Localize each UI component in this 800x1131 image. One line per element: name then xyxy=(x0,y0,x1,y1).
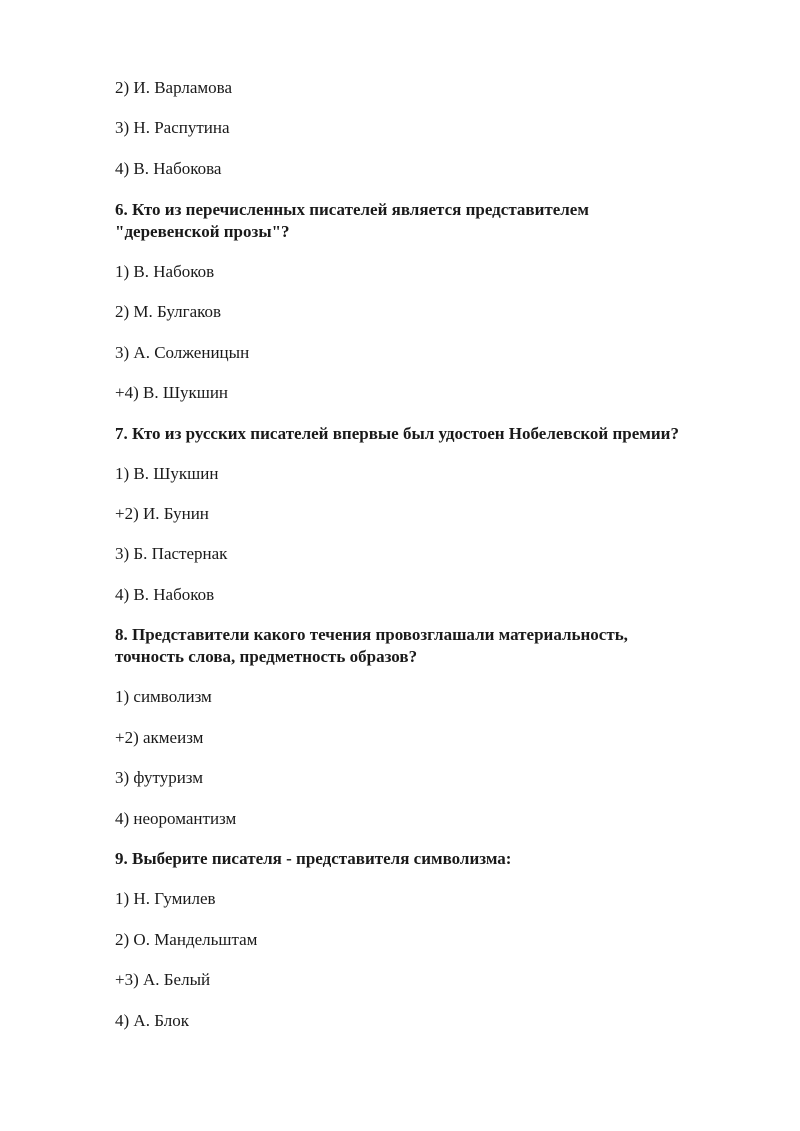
answer-option: 2) И. Варламова xyxy=(115,78,232,97)
answer-option: 2) О. Мандельштам xyxy=(115,930,258,949)
question-6-line-1: 6. Кто из перечисленных писателей является представителем xyxy=(115,200,589,219)
answer-option-correct: +2) И. Бунин xyxy=(115,504,209,523)
answer-option: 3) футуризм xyxy=(115,768,204,787)
answer-option: 1) символизм xyxy=(115,687,212,706)
answer-option: 3) А. Солженицын xyxy=(115,343,250,362)
answer-option-correct: +2) акмеизм xyxy=(115,728,204,747)
answer-option: 1) В. Набоков xyxy=(115,262,215,281)
answer-option: 4) В. Набоков xyxy=(115,585,215,604)
answer-option: 1) Н. Гумилев xyxy=(115,889,216,908)
answer-option: 4) неоромантизм xyxy=(115,809,237,828)
question-8-line-2: точность слова, предметность образов? xyxy=(115,647,418,666)
answer-option: 4) В. Набокова xyxy=(115,159,222,178)
answer-option: 1) В. Шукшин xyxy=(115,464,219,483)
question-7 xyxy=(115,423,765,445)
question-7-line-1: 7. Кто из русских писателей впервые был удостоен Нобелевской премии? xyxy=(115,424,679,443)
question-9 xyxy=(115,848,765,870)
answer-option: 2) М. Булгаков xyxy=(115,302,222,321)
question-8 xyxy=(115,624,765,668)
question-6-line-2: "деревенской прозы"? xyxy=(115,222,290,241)
question-6 xyxy=(115,199,765,243)
question-9-line-1: 9. Выберите писателя - представителя символизма: xyxy=(115,849,512,868)
answer-option: 3) Б. Пастернак xyxy=(115,544,228,563)
answer-option: 4) А. Блок xyxy=(115,1011,189,1030)
answer-option-correct: +4) В. Шукшин xyxy=(115,383,229,402)
answer-option-correct: +3) А. Белый xyxy=(115,970,211,989)
question-8-line-1: 8. Представители какого течения провозглашали материальность, xyxy=(115,625,628,644)
answer-option: 3) Н. Распутина xyxy=(115,118,230,137)
